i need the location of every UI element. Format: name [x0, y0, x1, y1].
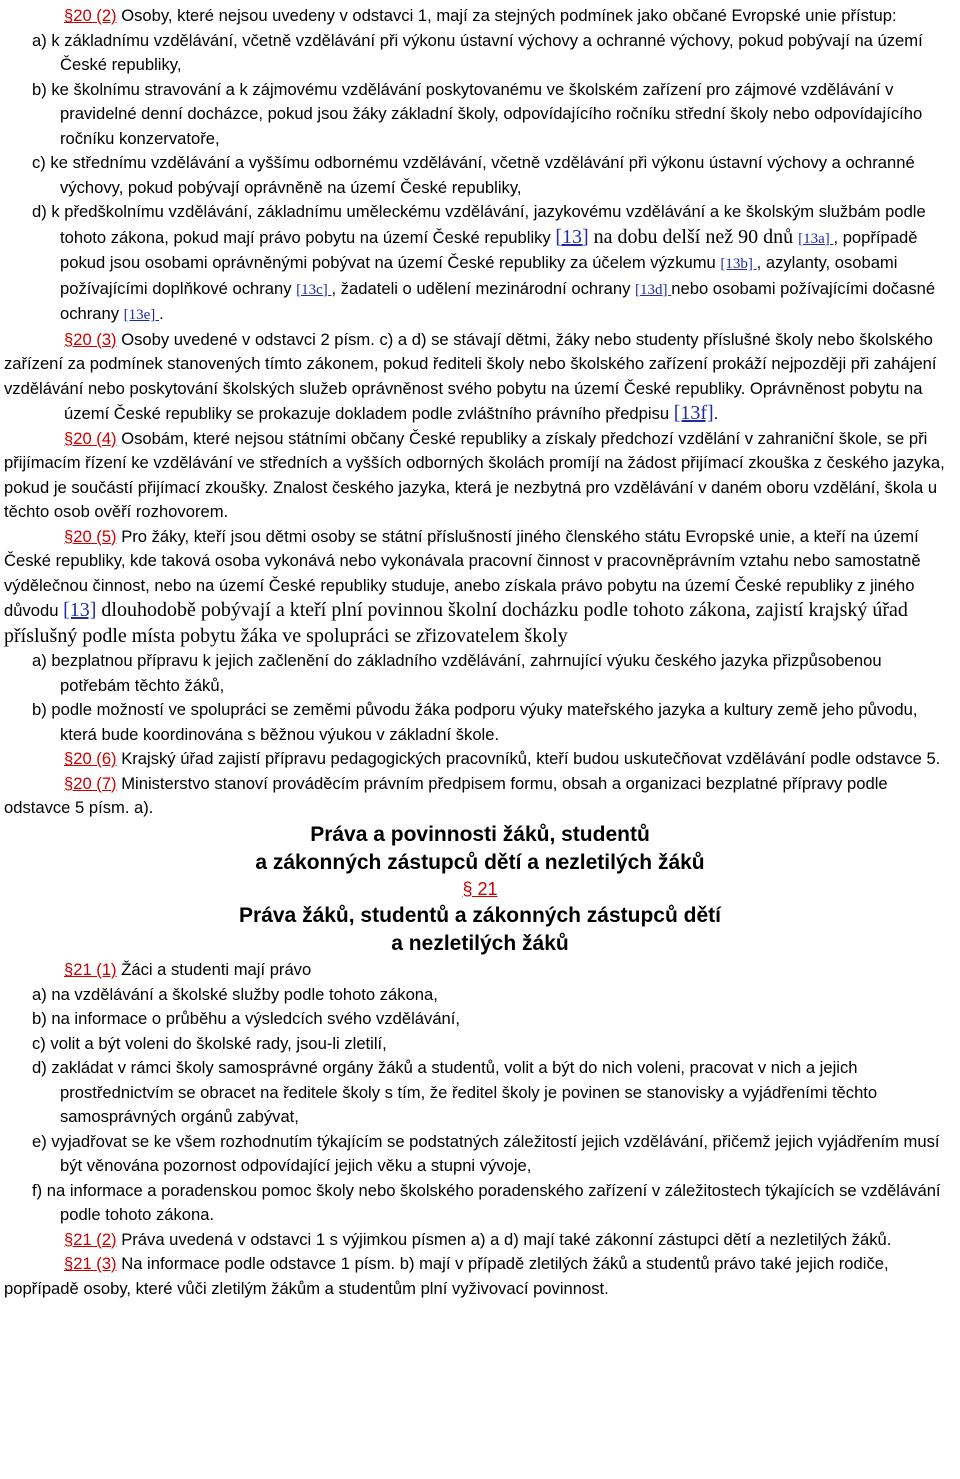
footnote-link-13b[interactable]: [13b]	[720, 256, 757, 272]
section-heading-line-1: Práva žáků, studentů a zákonných zástupců dětí	[239, 904, 721, 927]
list-item-20-2-d: d) k předškolnímu vzdělávání, základnímu uměleckému vzdělávání, jazykovému vzdělávání a ke školským službám podle tohoto zákona, pokud mají právo pobytu na území České republiky [13] na dobu delší než 90 dnů [13a] , popřípadě pokud jsou osobami oprávněnými pobývat na území České republiky za účelem výzkumu [13b] , azylanty, osobami požívajícími doplňkové ochrany [13c] , žadateli o udělení mezinárodní ochrany [13d] nebo osobami požívajícími dočasné ochrany [13e] .	[32, 202, 936, 323]
section-ref-20-5[interactable]: §20 (5)	[64, 526, 117, 546]
footnote-link-13e[interactable]: [13e]	[123, 307, 160, 323]
paragraph-20-3-cont: území České republiky se prokazuje dokladem podle zvláštního právního předpisu [13f].	[64, 402, 719, 424]
section-ref-20-6[interactable]: §20 (6)	[64, 749, 117, 768]
paragraph-20-7: §20 (7) Ministerstvo stanoví prováděcím právním předpisem formu, obsah a organizaci bezplatné přípravy podle odstavce 5 písm. a).	[4, 773, 888, 817]
list-item-21-1-e: e) vyjadřovat se ke všem rozhodnutím týkajícím se podstatných záležitostí jejich vzdělávání, přičemž jejich vyjádřením musí být věnována pozornost odpovídající jejich věku a stupni vývoje,	[32, 1131, 940, 1175]
footnote-link-13-b[interactable]: [13]	[63, 599, 97, 621]
footnote-link-13f[interactable]: [13f]	[673, 402, 714, 424]
part-heading-line-2: a zákonných zástupců dětí a nezletilých žáků	[255, 850, 705, 874]
section-ref-20-2[interactable]: §20 (2)	[64, 6, 117, 25]
section-number-21[interactable]: § 21	[462, 878, 498, 899]
list-item-20-5-a: a) bezplatnou přípravu k jejich začlenění do základního vzdělávání, zahrnující výuku českého jazyka přizpůsobenou potřebám těchto žáků,	[32, 651, 882, 695]
footnote-link-13[interactable]: [13]	[555, 225, 589, 248]
section-ref-21-1[interactable]: §21 (1)	[64, 960, 117, 979]
section-ref-21-2[interactable]: §21 (2)	[64, 1229, 117, 1249]
section-ref-20-7[interactable]: §20 (7)	[64, 773, 117, 793]
footnote-link-13c[interactable]: [13c]	[296, 281, 332, 298]
paragraph-20-2: §20 (2) Osoby, které nejsou uvedeny v odstavci 1, mají za stejných podmínek jako občané Evropské unie přístup:	[64, 6, 897, 25]
paragraph-20-3: §20 (3) Osoby uvedené v odstavci 2 písm. c) a d) se stávají dětmi, žáky nebo studenty příslušné školy nebo školského zařízení za podmínek stanovených tímto zákonem, pokud řediteli školy nebo školského zařízení prokáží nejpozději při zahájení vzdělávání nebo poskytování školských služeb oprávněnost svého pobytu na území České republiky. Oprávněnost pobytu na	[4, 329, 937, 398]
paragraph-21-1: §21 (1) Žáci a studenti mají právo	[64, 960, 312, 979]
list-item-20-2-b: b) ke školnímu stravování a k zájmovému vzdělávání poskytovanému ve školském zařízení pro zájmové vzdělávání v pravidelné denní docházce, pokud jsou žáky základní školy, odpovídajícího ročníku střední školy nebo odpovídajícího ročníku konzervatoře,	[32, 79, 923, 148]
list-item-21-1-c: c) volit a být voleni do školské rady, jsou-li zletilí,	[32, 1033, 387, 1053]
paragraph-20-6: §20 (6) Krajský úřad zajistí přípravu pedagogických pracovníků, kteří budou uskutečňovat vzdělávání podle odstavce 5.	[64, 749, 941, 768]
paragraph-21-3: §21 (3) Na informace podle odstavce 1 písm. b) mají v případě zletilých žáků a studentů právo také jejich rodiče, popřípadě osoby, které vůči zletilým žákům a studentům plní vyživovací povinnost.	[4, 1254, 889, 1298]
paragraph-20-5: §20 (5) Pro žáky, kteří jsou dětmi osoby se státní příslušností jiného členského státu Evropské unie, a kteří na území České republiky, kde taková osoba vykonává nebo vykonávala pracovní činnost v pracovněprávním vztahu nebo samostatně výdělečnou činnost, nebo na území České republiky studuje, anebo získala právo pobytu na území České republiky z jiného důvodu [13] dlouhodobě pobývají a kteří plní povinnou školní docházku podle tohoto zákona, zajistí krajský úřad příslušný podle místa pobytu žáka ve spolupráci se zřizovatelem školy	[4, 526, 921, 647]
part-heading-line-1: Práva a povinnosti žáků, studentů	[310, 822, 650, 846]
paragraph-21-2: §21 (2) Práva uvedená v odstavci 1 s výjimkou písmen a) a d) mají také zákonní zástupci dětí a nezletilých žáků.	[64, 1229, 892, 1249]
footnote-link-13d[interactable]: [13d]	[635, 281, 672, 298]
section-heading-line-2: a nezletilých žáků	[391, 932, 569, 955]
list-item-20-2-c: c) ke střednímu vzdělávání a vyššímu odbornému vzdělávání, včetně vzdělávání při výkonu ústavní výchovy a ochranné výchovy, pokud pobývají oprávněně na území České republiky,	[32, 153, 915, 197]
list-item-21-1-a: a) na vzdělávání a školské služby podle tohoto zákona,	[32, 984, 438, 1004]
list-item-21-1-f: f) na informace a poradenskou pomoc školy nebo školského poradenského zařízení v záležitostech týkajících se vzdělávání podle tohoto zákona.	[32, 1180, 941, 1224]
list-item-20-5-b: b) podle možností ve spolupráci se zeměmi původu žáka podporu výuky mateřského jazyka a kultury země jeho původu, která bude koordinována s běžnou výukou v základní škole.	[32, 700, 918, 744]
section-ref-21-3[interactable]: §21 (3)	[64, 1254, 117, 1273]
section-ref-20-4[interactable]: §20 (4)	[64, 428, 117, 448]
paragraph-20-4: §20 (4) Osobám, které nejsou státními občany České republiky a získaly předchozí vzdělání v zahraniční škole, se při přijímacím řízení ke vzdělávání ve středních a vyšších odborných školách promíjí na žádost přijímací zkouška z českého jazyka, pokud je součástí přijímací zkoušky. Znalost českého jazyka, která je nezbytná pro vzdělávání v daném oboru vzdělání, škola u těchto osob ověří rozhovorem.	[4, 428, 945, 521]
list-item-21-1-b: b) na informace o průběhu a výsledcích svého vzdělávání,	[32, 1009, 460, 1028]
footnote-link-13a[interactable]: [13a]	[798, 230, 834, 247]
list-item-20-2-a: a) k základnímu vzdělávání, včetně vzdělávání při výkonu ústavní výchovy a ochranné výchovy, pokud pobývají na území České republiky,	[32, 30, 923, 74]
list-item-21-1-d: d) zakládat v rámci školy samosprávné orgány žáků a studentů, volit a být do nich voleni, pracovat v nich a jejich prostřednictvím se obracet na ředitele školy s tím, že ředitel školy je povinen se stanovisky a vyjádřeními těchto samosprávných orgánů zabývat,	[32, 1058, 878, 1126]
section-ref-20-3[interactable]: §20 (3)	[64, 329, 117, 349]
